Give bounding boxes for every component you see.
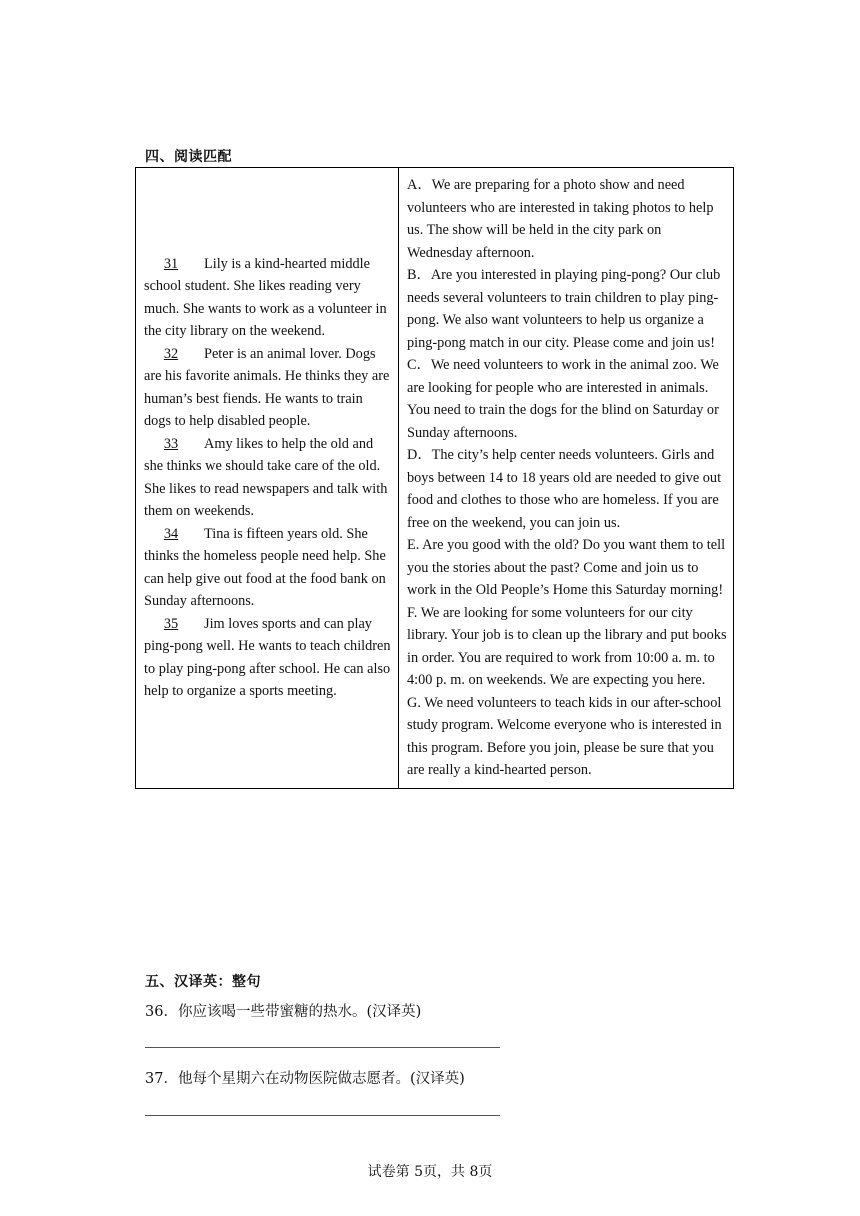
matching-table [135,167,734,789]
answer-blank[interactable]: 31 [163,255,179,272]
item-text: Tina is fifteen years old. She thinks the homeless people need help. She can help give out food at the food bank on Sunday afternoons. [144,525,386,610]
answer-blank[interactable]: 35 [163,615,179,632]
answer-blank[interactable]: 33 [163,435,179,452]
item-text: Lily is a kind-hearted middle school student. She likes reading very much. She wants to work as a volunteer in the city library on the weekend. [144,255,387,340]
section-4-title: 四、阅读匹配 [145,149,232,165]
item-text: Amy likes to help the old and she thinks we should take care of the old. She likes to read newspapers and talk with them on weekends. [144,435,388,520]
list-item [144,613,392,703]
answer-blank[interactable]: 34 [163,525,179,542]
option-g: G. We need volunteers to teach kids in our after-school study program. Welcome everyone who is interested in this program. Before you join, please be sure that you are really a kind-hearted person. [407,694,722,778]
question-36: 36．你应该喝一些带蜜糖的热水。(汉译英) [145,1004,422,1020]
option-a: A．We are preparing for a photo show and need volunteers who are interested in taking photos to help us. The show will be held in the city park on Wednesday afternoon. [407,177,714,261]
item-text: Jim loves sports and can play ping-pong well. He wants to teach children to play ping-pong after school. He can also help to organize a sports meeting. [144,615,391,700]
option-e: E. Are you good with the old? Do you want them to tell you the stories about the past? Come and join us to work in the Old People’s Home this Saturday morning! [407,537,726,598]
answer-line-36[interactable] [145,1047,500,1048]
options-column [399,168,734,789]
section-5-title: 五、汉译英：整句 [145,974,261,990]
people-column [136,168,399,789]
list-item [144,433,392,523]
option-c: C．We need volunteers to work in the animal zoo. We are looking for people who are interested in animals. You need to train the dogs for the blind on Saturday or Sunday afternoons. [407,357,719,441]
list-item [144,343,392,433]
list-item [144,253,392,343]
option-f: F. We are looking for some volunteers for our city library. Your job is to clean up the library and put books in order. You are required to work from 10:00 a. m. to 4:00 p. m. on weekends. We are expecting you here. [407,604,727,688]
page-footer: 试卷第 5页，共 8页 [367,1164,493,1180]
question-37: 37．他每个星期六在动物医院做志愿者。(汉译英) [145,1071,465,1087]
option-d: D．The city’s help center needs volunteers. Girls and boys between 14 to 18 years old are needed to give out food and clothes to those who are homeless. If you are free on the weekend, you can join us. [407,447,722,531]
option-b: B．Are you interested in playing ping-pong? Our club needs several volunteers to train children to play ping-pong. We also want volunteers to help us organize a ping-pong match in our city. Please come and join us! [407,267,721,351]
answer-blank[interactable]: 32 [163,345,179,362]
answer-line-37[interactable] [145,1115,500,1116]
list-item [144,523,392,613]
item-text: Peter is an animal lover. Dogs are his favorite animals. He thinks they are human’s best fiends. He wants to train dogs to help disabled people. [144,345,390,430]
